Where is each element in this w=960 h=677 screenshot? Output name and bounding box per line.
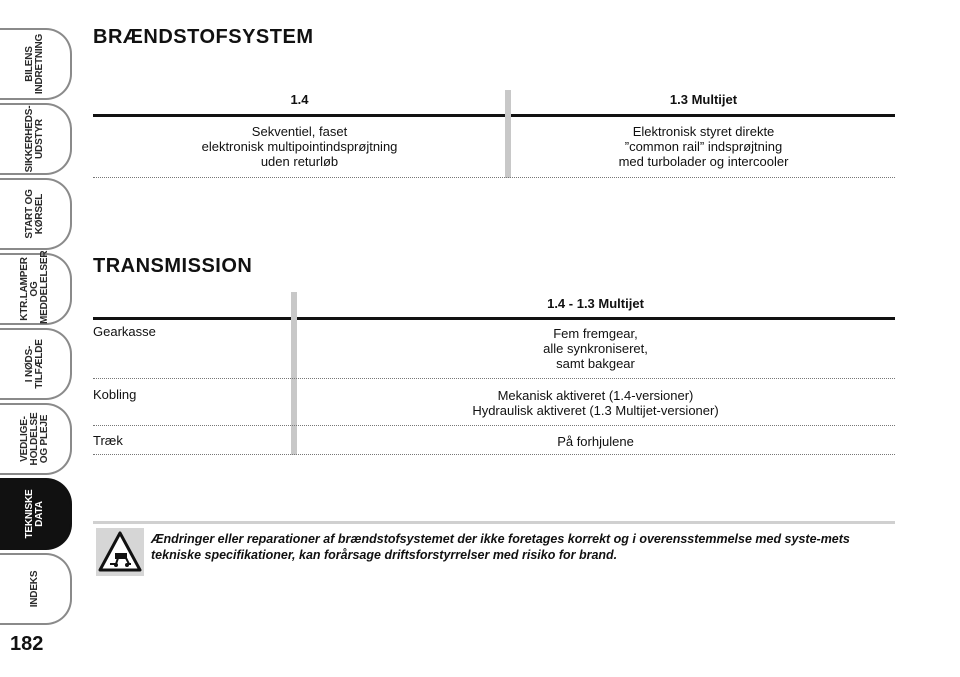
warning-triangle-icon: [96, 528, 144, 576]
transmission-title: TRANSMISSION: [93, 255, 253, 277]
transmission-header-rule: [93, 317, 895, 320]
fuel-header-rule: [93, 114, 895, 117]
tab-start-og-korsel[interactable]: [0, 178, 72, 250]
tab-label: BILENS INDRETNING: [24, 33, 45, 95]
tab-vedligeholdelse[interactable]: [0, 403, 72, 475]
tab-tekniske-data[interactable]: [0, 478, 72, 550]
row-value-gearkasse: Fem fremgear, alle synkroniseret, samt bakgear: [543, 326, 648, 371]
tab-sikkerhedsudstyr[interactable]: [0, 103, 72, 175]
row-divider: [93, 378, 895, 379]
tab-kontrollamper[interactable]: [0, 250, 72, 325]
row-label-kobling: Kobling: [93, 387, 137, 402]
fuel-col1-header: 1.4: [290, 92, 309, 107]
tab-label: START OG KØRSEL: [24, 189, 45, 239]
row-label-gearkasse: Gearkasse: [93, 324, 156, 339]
tab-label: INDEKS: [29, 570, 40, 608]
fuel-col2-value: Elektronisk styret direkte ”common rail” indsprøjtning med turbolader og intercooler: [618, 124, 789, 169]
warning-rule: [93, 521, 895, 524]
tab-label: KTR.LAMPER OG MEDDELELSER: [19, 250, 50, 324]
page-number: 182: [10, 633, 44, 655]
tab-label: I NØDS- TILFÆLDE: [24, 339, 45, 389]
fuel-system-title: BRÆNDSTOFSYSTEM: [93, 26, 314, 48]
row-value-kobling: Mekanisk aktiveret (1.4-versioner) Hydraulisk aktiveret (1.3 Multijet-versioner): [472, 388, 719, 418]
row-label-traek: Træk: [93, 433, 123, 448]
tab-i-nodstilfaelde[interactable]: [0, 328, 72, 400]
transmission-bottom-rule: [93, 454, 895, 455]
row-value-traek: På forhjulene: [557, 434, 634, 449]
warning-text: Ændringer eller reparationer af brændstofsystemet der ikke foretages korrekt og i overensstemmelse med syste-mets tekniske specifikationer, kan forårsage driftsforstyrrelser med risiko for brand.: [151, 532, 850, 562]
row-divider: [93, 425, 895, 426]
transmission-header: 1.4 - 1.3 Multijet: [547, 296, 644, 311]
fuel-bottom-rule: [93, 177, 895, 178]
transmission-column-divider: [291, 292, 297, 455]
fuel-col2-header: 1.3 Multijet: [669, 92, 738, 107]
tab-label: TEKNISKE DATA: [24, 489, 45, 539]
tab-label: SIKKERHEDS- UDSTYR: [24, 105, 45, 173]
chapter-sidebar: [0, 0, 75, 677]
fuel-col1-value: Sekventiel, faset elektronisk multipointindsprøjtning uden returløb: [201, 124, 398, 169]
tab-indeks[interactable]: [0, 553, 72, 625]
tab-label: VEDLIGE- HOLDELSE OG PLEJE: [19, 412, 50, 466]
tab-bilens-indretning[interactable]: [0, 28, 72, 100]
